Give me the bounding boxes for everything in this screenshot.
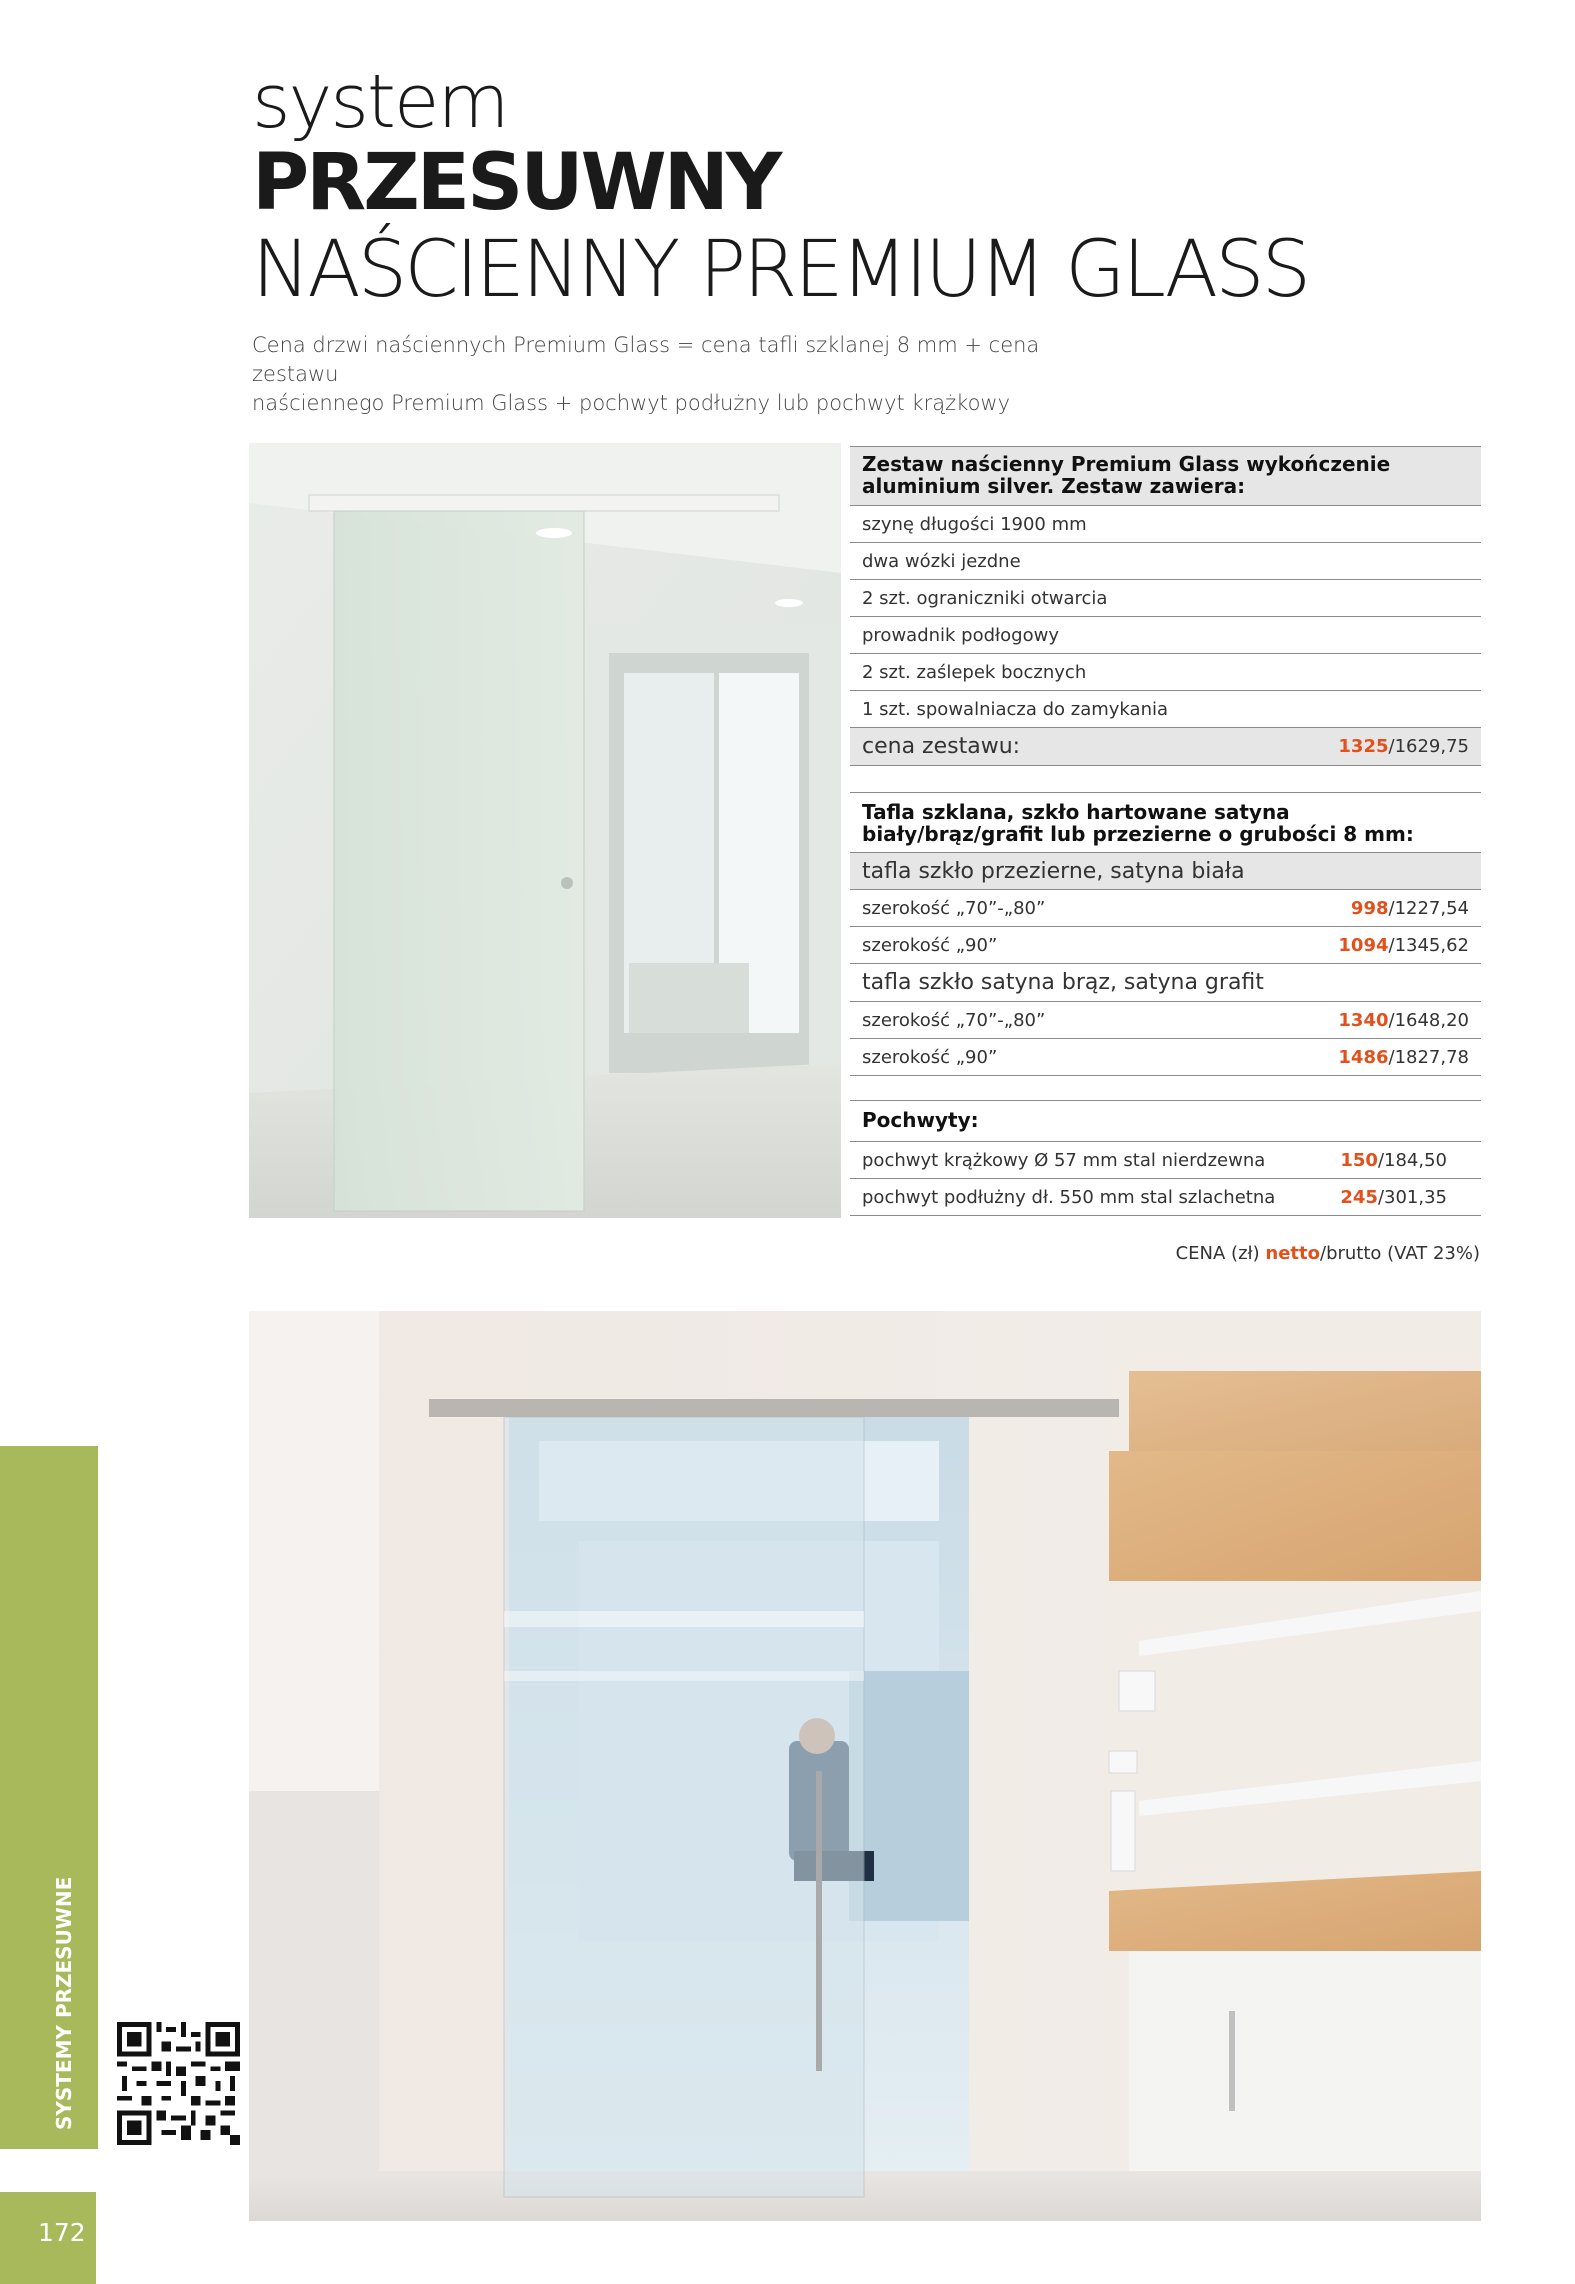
set-item <box>850 691 1481 728</box>
glass-row <box>850 1039 1481 1076</box>
price-net: 1486 <box>1338 1046 1389 1068</box>
intro-text <box>252 331 1132 418</box>
product-photo-office <box>249 1311 1481 2221</box>
glass-row-label: szerokość „70”-„80” <box>862 1009 1046 1031</box>
intro-line-2: naściennego Premium Glass + pochwyt podłużny lub pochwyt krążkowy <box>252 391 1011 415</box>
glass-group-label: tafla szkło satyna brąz, satyna grafit <box>862 970 1264 995</box>
price-gross: /1227,54 <box>1388 897 1469 919</box>
price-gross: /1827,78 <box>1388 1046 1469 1068</box>
glass-row-price <box>1338 935 1469 956</box>
set-price-gross: /1629,75 <box>1388 736 1469 757</box>
set-price <box>1338 736 1469 757</box>
glass-row <box>850 890 1481 927</box>
page-title <box>252 60 1308 318</box>
price-net: 150 <box>1340 1149 1378 1171</box>
glass-row-label: szerokość „90” <box>862 1046 998 1068</box>
set-item-label: szynę długości 1900 mm <box>862 513 1087 535</box>
handles-header: Pochwyty: <box>850 1100 1481 1142</box>
handle-row-label: pochwyt krążkowy Ø 57 mm stal nierdzewna <box>862 1149 1266 1171</box>
price-note-suffix: /brutto (VAT 23%) <box>1320 1243 1480 1264</box>
price-gross: /184,50 <box>1377 1149 1447 1171</box>
section-sidebar <box>0 1446 98 2149</box>
glass-spec-table <box>850 792 1481 1076</box>
glass-row <box>850 1002 1481 1039</box>
set-item <box>850 617 1481 654</box>
glass-row-label: szerokość „90” <box>862 934 998 956</box>
glass-row-price <box>1338 1010 1469 1031</box>
handles-spec-table <box>850 1100 1481 1216</box>
set-item <box>850 654 1481 691</box>
title-line-przesuwny: PRZESUWNY <box>252 138 780 228</box>
handle-row <box>850 1179 1481 1216</box>
price-net: 998 <box>1350 897 1389 919</box>
glass-header: Tafla szklana, szkło hartowane satyna biały/brąz/grafit lub przezierne o grubości 8 mm: <box>850 792 1481 852</box>
glass-group-title <box>850 964 1481 1002</box>
price-note-prefix: CENA (zł) <box>1175 1243 1266 1264</box>
set-item <box>850 543 1481 580</box>
set-item-label: 1 szt. spowalniacza do zamykania <box>862 698 1169 720</box>
handle-row <box>850 1142 1481 1179</box>
set-price-net: 1325 <box>1338 736 1389 757</box>
glass-group-label: tafla szkło przezierne, satyna biała <box>862 858 1245 884</box>
glass-row-price <box>1351 898 1469 919</box>
section-label: SYSTEMY PRZESUWNE <box>52 1876 76 2130</box>
set-price-label: cena zestawu: <box>862 734 1021 759</box>
price-gross: /1648,20 <box>1388 1009 1469 1031</box>
price-note <box>1176 1243 1480 1264</box>
price-net: 1340 <box>1338 1009 1389 1031</box>
price-gross: /301,35 <box>1377 1186 1447 1208</box>
glass-group-title <box>850 852 1481 890</box>
product-photo-bathroom <box>249 443 841 1218</box>
title-line-system: system <box>252 59 508 145</box>
price-note-net: netto <box>1265 1243 1320 1264</box>
price-net: 245 <box>1340 1186 1378 1208</box>
glass-row <box>850 927 1481 964</box>
price-net: 1094 <box>1338 934 1389 956</box>
set-price-row <box>850 728 1481 766</box>
set-item-label: prowadnik podłogowy <box>862 624 1059 646</box>
glass-row-label: szerokość „70”-„80” <box>862 897 1046 919</box>
handle-row-price <box>1340 1187 1447 1208</box>
handle-row-price <box>1340 1150 1447 1171</box>
set-item-label: 2 szt. ograniczniki otwarcia <box>862 587 1108 609</box>
set-item <box>850 506 1481 543</box>
intro-line-1: Cena drzwi naściennych Premium Glass = cena tafli szklanej 8 mm + cena zestawu <box>252 333 1040 386</box>
set-item-label: 2 szt. zaślepek bocznych <box>862 661 1087 683</box>
set-header: Zestaw naścienny Premium Glass wykończenie aluminium silver. Zestaw zawiera: <box>850 446 1481 506</box>
qr-code-icon[interactable] <box>117 2022 240 2145</box>
set-item-label: dwa wózki jezdne <box>862 550 1021 572</box>
set-item <box>850 580 1481 617</box>
page-number: 172 <box>38 2218 86 2247</box>
handle-row-label: pochwyt podłużny dł. 550 mm stal szlachetna <box>862 1186 1276 1208</box>
set-spec-table <box>850 446 1481 766</box>
price-gross: /1345,62 <box>1388 934 1469 956</box>
title-line-product: NAŚCIENNY PREMIUM GLASS <box>252 225 1309 315</box>
glass-row-price <box>1338 1047 1469 1068</box>
